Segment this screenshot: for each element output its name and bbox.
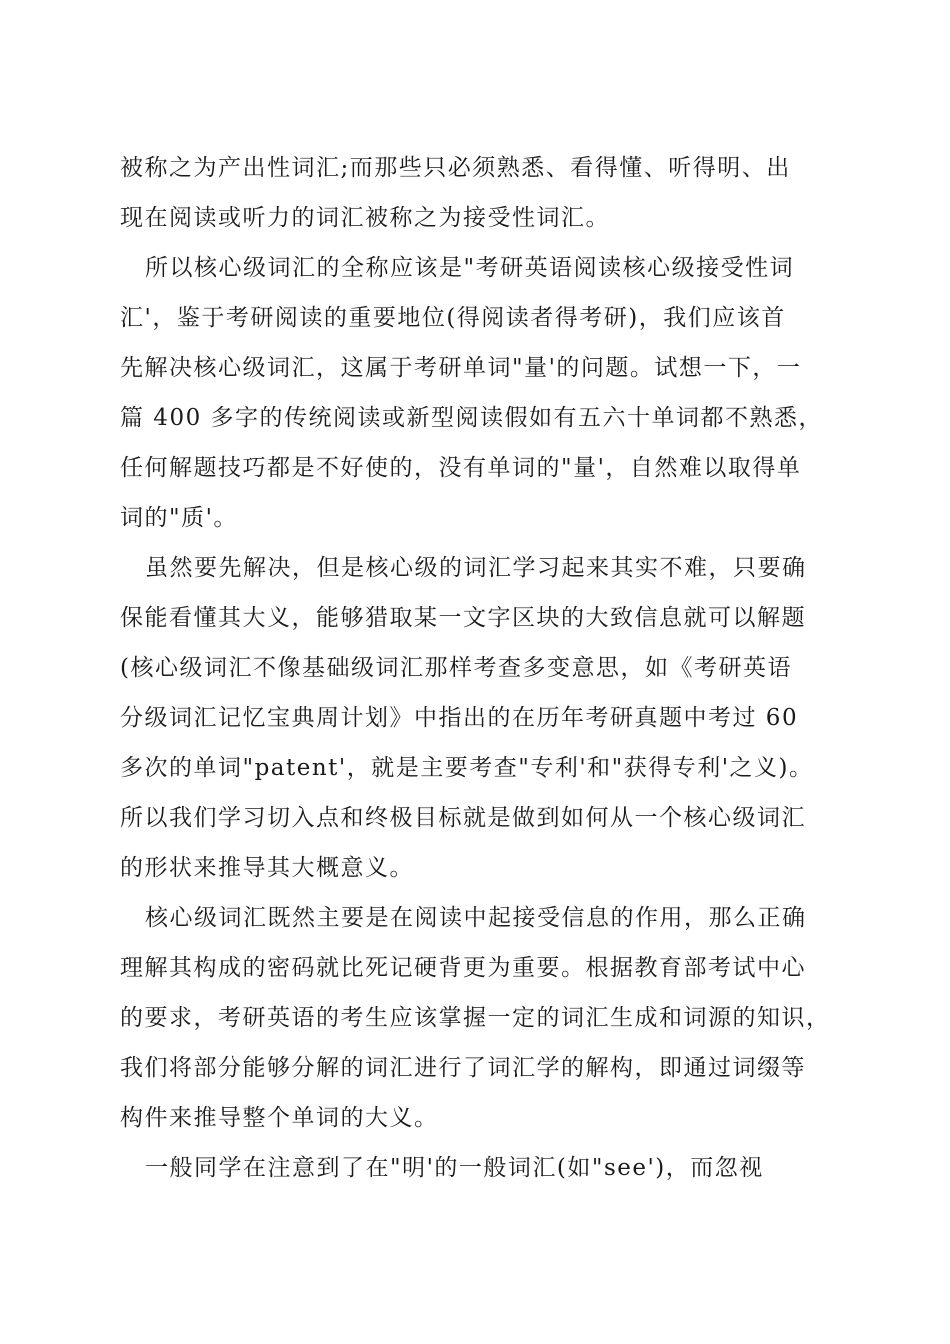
text-line: 词的"质'。 (120, 505, 238, 531)
text-line: 保能看懂其大义，能够猎取某一文字区块的大致信息就可以解题 (120, 605, 806, 631)
text-line: 虽然要先解决，但是核心级的词汇学习起来其实不难，只要确 (145, 555, 807, 581)
text-line: 多次的单词"patent'，就是主要考查"专利'和"获得专利'之义)。 (120, 755, 814, 781)
text-line: 先解决核心级词汇，这属于考研单词"量'的问题。试想一下，一 (120, 355, 802, 381)
text-line: 一般同学在注意到了在"明'的一般词汇(如"see')，而忽视 (145, 1155, 764, 1181)
text-line: 所以核心级词汇的全称应该是"考研英语阅读核心级接受性词 (145, 255, 795, 281)
text-line: 任何解题技巧都是不好使的，没有单词的"量'，自然难以取得单 (120, 455, 802, 481)
text-line: 理解其构成的密码就比死记硬背更为重要。根据教育部考试中心 (120, 955, 806, 981)
text-line: 篇 400 多字的传统阅读或新型阅读假如有五六十单词都不熟悉， (120, 405, 824, 431)
text-line: 汇'，鉴于考研阅读的重要地位(得阅读者得考研)，我们应该首 (120, 305, 786, 331)
text-line: (核心级词汇不像基础级词汇那样考查多变意思，如《考研英语 (120, 655, 792, 681)
text-line: 的形状来推导其大概意义。 (120, 855, 414, 881)
text-line: 分级词汇记忆宝典周计划》中指出的在历年考研真题中考过 60 (120, 705, 799, 731)
text-line: 被称之为产出性词汇;而那些只必须熟悉、看得懂、听得明、出 (120, 155, 791, 181)
text-line: 现在阅读或听力的词汇被称之为接受性词汇。 (120, 205, 610, 231)
text-line: 所以我们学习切入点和终极目标就是做到如何从一个核心级词汇 (120, 805, 806, 831)
text-line: 的要求，考研英语的考生应该掌握一定的词汇生成和词源的知识， (120, 1005, 831, 1031)
text-line: 我们将部分能够分解的词汇进行了词汇学的解构，即通过词缀等 (120, 1055, 806, 1081)
text-line: 核心级词汇既然主要是在阅读中起接受信息的作用，那么正确 (145, 905, 807, 931)
text-line: 构件来推导整个单词的大义。 (120, 1105, 439, 1131)
